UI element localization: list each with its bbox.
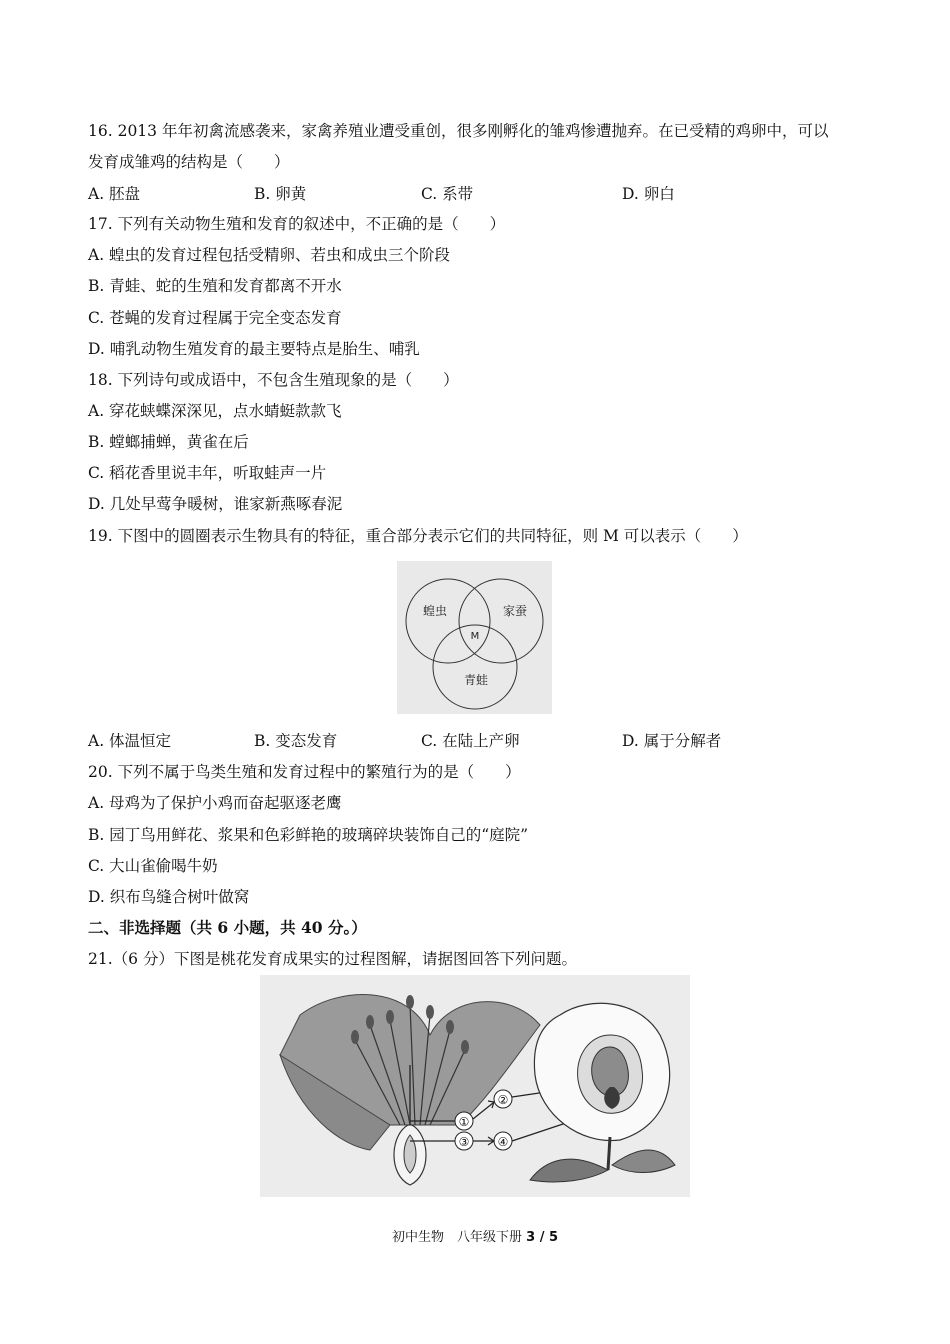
venn-diagram xyxy=(397,561,552,714)
peach-flower-figure xyxy=(260,975,690,1197)
q19-stem: 19. 下图中的圆圈表示生物具有的特征，重合部分表示它们的共同特征，则 M 可以表示（ ） xyxy=(88,527,748,545)
label-3: ③ xyxy=(458,1135,470,1149)
q16-option-a: A. 胚盘 xyxy=(88,185,141,203)
label-1: ① xyxy=(458,1115,470,1129)
q19-option-d: D. 属于分解者 xyxy=(622,732,722,750)
q17-option-c: C. 苍蝇的发育过程属于完全变态发育 xyxy=(88,309,342,327)
venn-circle-left xyxy=(406,579,490,663)
q21-stem: 21.（6 分）下图是桃花发育成果实的过程图解，请据图回答下列问题。 xyxy=(88,950,577,968)
q18-option-c: C. 稻花香里说丰年，听取蛙声一片 xyxy=(88,464,327,482)
footer-subject: 初中生物 八年级下册 xyxy=(391,1230,522,1245)
venn-label-center: M xyxy=(470,631,480,642)
q20-option-d: D. 织布鸟缝合树叶做窝 xyxy=(88,888,250,906)
venn-circle-right xyxy=(459,579,543,663)
peach-flower-svg xyxy=(260,975,690,1197)
q19-option-a: A. 体温恒定 xyxy=(88,732,172,750)
venn-label-left: 蝗虫 xyxy=(422,604,448,618)
q20-option-b: B. 园丁鸟用鲜花、浆果和色彩鲜艳的玻璃碎块装饰自己的“庭院” xyxy=(88,826,529,844)
q18-stem: 18. 下列诗句或成语中，不包含生殖现象的是（ ） xyxy=(88,371,459,389)
venn-svg xyxy=(397,561,552,714)
q20-stem: 20. 下列不属于鸟类生殖和发育过程中的繁殖行为的是（ ） xyxy=(88,763,521,781)
venn-label-bottom: 青蛙 xyxy=(463,673,489,687)
q20-option-c: C. 大山雀偷喝牛奶 xyxy=(88,857,218,875)
q16-option-c: C. 系带 xyxy=(421,185,474,203)
q16-stem-line1: 16. 2013 年年初禽流感袭来，家禽养殖业遭受重创，很多刚孵化的雏鸡惨遭抛弃。在已受精的鸡卵中，可以 xyxy=(88,122,829,140)
peach-stem xyxy=(608,1137,610,1170)
q17-option-a: A. 蝗虫的发育过程包括受精卵、若虫和成虫三个阶段 xyxy=(88,246,451,264)
footer-page-number: 3 / 5 xyxy=(526,1230,559,1245)
page-footer xyxy=(0,1226,950,1245)
q18-option-b: B. 螳螂捕蝉，黄雀在后 xyxy=(88,433,249,451)
label-4: ④ xyxy=(497,1135,509,1149)
q18-option-a: A. 穿花蛱蝶深深见，点水蜻蜓款款飞 xyxy=(88,402,342,420)
q16-option-d: D. 卵白 xyxy=(622,185,675,203)
venn-label-right: 家蚕 xyxy=(502,604,528,618)
q17-stem: 17. 下列有关动物生殖和发育的叙述中，不正确的是（ ） xyxy=(88,215,506,233)
q17-option-b: B. 青蛙、蛇的生殖和发育都离不开水 xyxy=(88,277,342,295)
peach-leaf-right xyxy=(612,1150,675,1173)
q20-option-a: A. 母鸡为了保护小鸡而奋起驱逐老鹰 xyxy=(88,794,342,812)
q19-option-b: B. 变态发育 xyxy=(254,732,338,750)
q16-option-b: B. 卵黄 xyxy=(254,185,307,203)
q16-stem-line2: 发育成雏鸡的结构是（ ） xyxy=(88,153,290,171)
q17-option-d: D. 哺乳动物生殖发育的最主要特点是胎生、哺乳 xyxy=(88,340,420,358)
section-2-title: 二、非选择题（共 6 小题，共 40 分。） xyxy=(88,918,367,937)
q19-option-c: C. 在陆上产卵 xyxy=(421,732,520,750)
peach-leaf-left xyxy=(530,1159,608,1182)
label-2: ② xyxy=(497,1093,509,1107)
q18-option-d: D. 几处早莺争暖树，谁家新燕啄春泥 xyxy=(88,495,343,513)
